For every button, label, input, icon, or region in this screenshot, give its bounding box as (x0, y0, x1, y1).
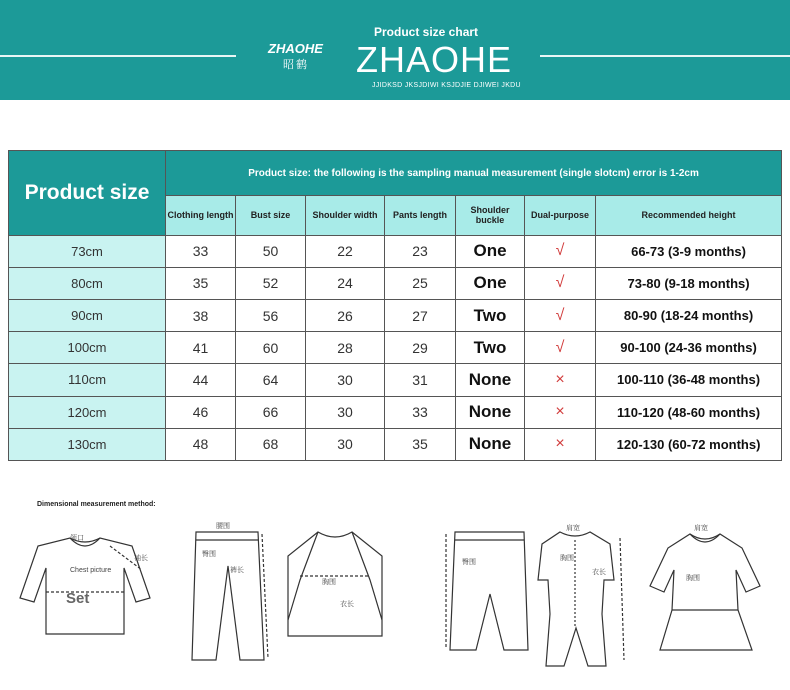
table-row (9, 396, 782, 428)
height-cell: 90-100 (24-36 months) (596, 332, 782, 364)
height-cell: 120-130 (60-72 months) (596, 428, 782, 460)
banner-line-left (0, 55, 236, 57)
bust-cell: 66 (236, 396, 306, 428)
romper-drawing (538, 532, 624, 666)
height-cell: 110-120 (48-60 months) (596, 396, 782, 428)
bust-cell: 56 (236, 299, 306, 331)
length-cn-label: 衣长 (340, 601, 354, 608)
bust-cell: 68 (236, 428, 306, 460)
height-cell: 100-110 (36-48 months) (596, 364, 782, 396)
logo-text: ZHAOHE (268, 41, 323, 56)
clothing-length-cell: 46 (166, 396, 236, 428)
pants-cell: 33 (385, 396, 456, 428)
col-shoulder-width: Shoulder width (306, 196, 385, 235)
clothing-length-cell: 35 (166, 267, 236, 299)
table-row (9, 235, 782, 267)
col-shoulder-buckle: Shoulder buckle (456, 196, 525, 235)
pants-cell: 29 (385, 332, 456, 364)
col-recommended-height: Recommended height (596, 196, 782, 235)
col-pants-length: Pants length (385, 196, 456, 235)
shoulder-cell: 22 (306, 235, 385, 267)
pants-cell: 31 (385, 364, 456, 396)
shoulder-cell: 26 (306, 299, 385, 331)
measurement-method-label: Dimensional measurement method: (37, 501, 156, 508)
chest-cn-label-2: 胸围 (560, 555, 574, 562)
height-cell: 66-73 (3-9 months) (596, 235, 782, 267)
size-cell: 110cm (9, 364, 166, 396)
pants-cell: 35 (385, 428, 456, 460)
shoulder-cell: 30 (306, 364, 385, 396)
shoulder-cell: 24 (306, 267, 385, 299)
dual-purpose-cell: × (525, 396, 596, 428)
height-cell: 80-90 (18-24 months) (596, 299, 782, 331)
table-row (9, 299, 782, 331)
table-row (9, 267, 782, 299)
buckle-cell: None (456, 428, 525, 460)
bust-cell: 50 (236, 235, 306, 267)
sleeve-length-label: 袖长 (134, 555, 148, 562)
length-cn-label-2: 衣长 (592, 569, 606, 576)
chest-picture-label: Chest picture (70, 567, 112, 574)
clothing-length-cell: 41 (166, 332, 236, 364)
table-row (9, 364, 782, 396)
dual-purpose-cell: √ (525, 332, 596, 364)
garment-diagrams (0, 510, 790, 680)
chest-cn-label-3: 胸围 (686, 575, 700, 582)
shoulder-cell: 30 (306, 428, 385, 460)
logo-chinese: 昭鹤 (283, 59, 309, 71)
pants-cell: 25 (385, 267, 456, 299)
banner-line-right (540, 55, 790, 57)
dual-purpose-cell: × (525, 428, 596, 460)
hip-label: 臀围 (202, 551, 216, 558)
measurement-note: Product size: the following is the sampling manual measurement (single slotcm) error is 1-2cm (166, 151, 782, 196)
col-dual-purpose: Dual-purpose (525, 196, 596, 235)
buckle-cell: None (456, 396, 525, 428)
chest-cn-label: 胸围 (322, 579, 336, 586)
col-clothing-length: Clothing length (166, 196, 236, 235)
product-size-header: Product size (9, 151, 166, 236)
dual-purpose-cell: √ (525, 267, 596, 299)
pants-drawing (446, 532, 528, 650)
shoulder-cell: 28 (306, 332, 385, 364)
brand-name: ZHAOHE (356, 39, 513, 80)
buckle-cell: One (456, 235, 525, 267)
clothing-length-cell: 44 (166, 364, 236, 396)
pants-cell: 27 (385, 299, 456, 331)
bust-cell: 52 (236, 267, 306, 299)
buckle-cell: Two (456, 299, 525, 331)
size-cell: 130cm (9, 428, 166, 460)
bust-cell: 64 (236, 364, 306, 396)
shoulder-cell: 30 (306, 396, 385, 428)
size-cell: 120cm (9, 396, 166, 428)
clothing-length-cell: 33 (166, 235, 236, 267)
buckle-cell: One (456, 267, 525, 299)
clothing-length-cell: 38 (166, 299, 236, 331)
size-cell: 80cm (9, 267, 166, 299)
dual-purpose-cell: √ (525, 299, 596, 331)
long-sleeve-top-drawing (20, 538, 150, 634)
shoulder-label-2: 肩宽 (694, 525, 708, 532)
buckle-cell: None (456, 364, 525, 396)
pants-length-label: 裤长 (230, 567, 244, 574)
size-table (8, 150, 782, 461)
chart-title: Product size chart (374, 25, 479, 39)
size-cell: 73cm (9, 235, 166, 267)
brand-subtitle: JJIDKSD JKSJDIWI KSJDJIE DJIWEI JKDU (372, 82, 521, 89)
dual-purpose-cell: × (525, 364, 596, 396)
buckle-cell: Two (456, 332, 525, 364)
height-cell: 73-80 (9-18 months) (596, 267, 782, 299)
dual-purpose-cell: √ (525, 235, 596, 267)
pants-cell: 23 (385, 235, 456, 267)
dress-drawing (650, 534, 760, 650)
col-bust-size: Bust size (236, 196, 306, 235)
shoulder-label: 肩宽 (566, 525, 580, 532)
size-cell: 100cm (9, 332, 166, 364)
waist-label: 腰围 (216, 523, 230, 530)
table-row (9, 332, 782, 364)
collar-label: 领口 (70, 535, 84, 542)
table-row (9, 428, 782, 460)
set-label: Set (66, 590, 90, 607)
size-cell: 90cm (9, 299, 166, 331)
hip-label-2: 臀围 (462, 559, 476, 566)
clothing-length-cell: 48 (166, 428, 236, 460)
bust-cell: 60 (236, 332, 306, 364)
